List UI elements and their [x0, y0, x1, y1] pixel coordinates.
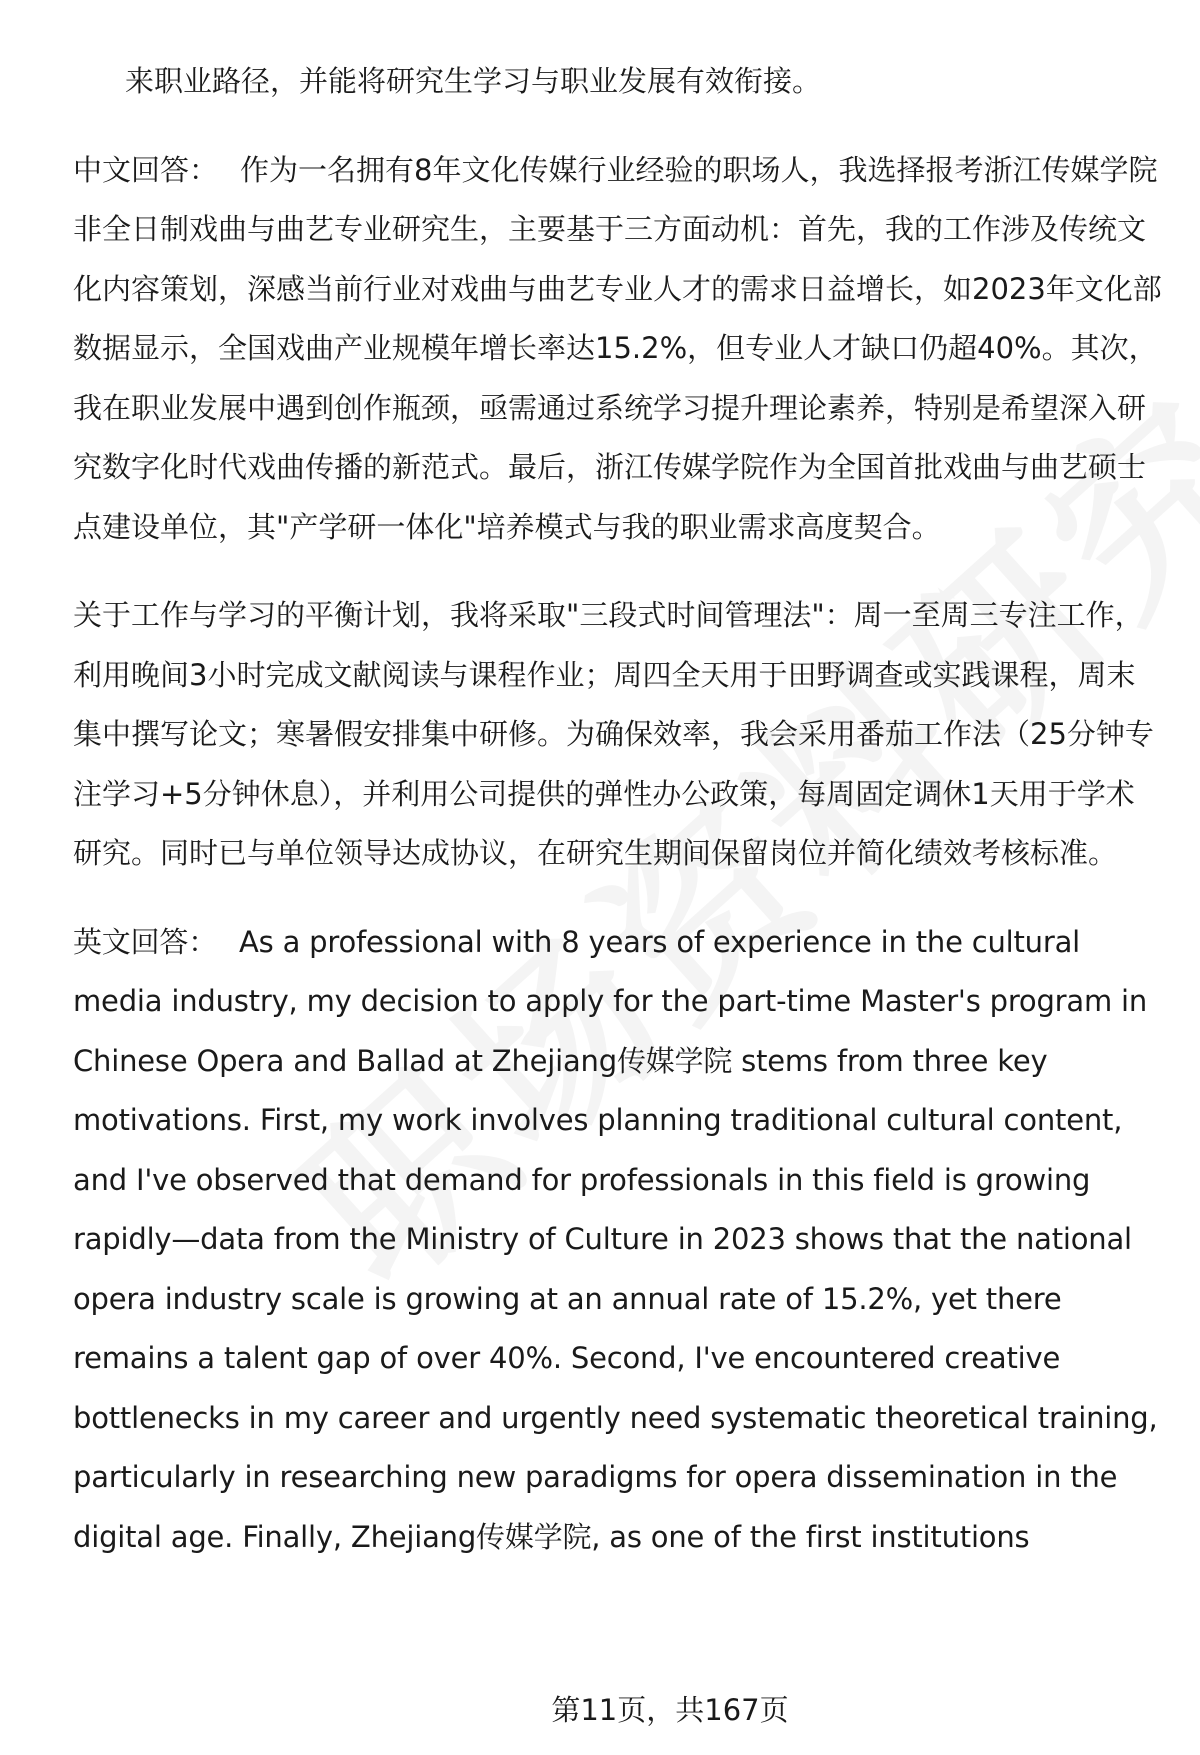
chinese-answer-text: 作为一名拥有8年文化传媒行业经验的职场人，我选择报考浙江传媒学院非全日制戏曲与曲艺专业研究生，主要基于三方面动机：首先，我的工作涉及传统文化内容策划，深感当前行业对戏曲与曲艺专业人才的需求日益增长，如2023年文化部数据显示，全国戏曲产业规模年增长率达15.2%，但专业人才缺口仍超40%。其次，我在职业发展中遇到创作瓶颈，亟需通过系统学习提升理论素养，特别是希望深入研究数字化时代戏曲传播的新范式。最后，浙江传媒学院作为全国首批戏曲与曲艺硕士点建设单位，其"产学研一体化"培养模式与我的职业需求高度契合。 — [73, 152, 1162, 544]
paragraph-continued: 来职业路径，并能将研究生学习与职业发展有效衔接。 — [125, 64, 822, 98]
page-number-footer: 第11页，共167页 — [551, 1693, 789, 1727]
paragraph-chinese-answer — [73, 141, 1163, 558]
paragraph-balance-plan: 关于工作与学习的平衡计划，我将采取"三段式时间管理法"：周一至周三专注工作，利用晚间3小时完成文献阅读与课程作业；周四全天用于田野调查或实践课程，周末集中撰写论文；寒暑假安排集中研修。为确保效率，我会采用番茄工作法（25分钟专注学习+5分钟休息），并利用公司提供的弹性办公政策，每周固定调休1天用于学术研究。同时已与单位领导达成协议，在研究生期间保留岗位并简化绩效考核标准。 — [73, 598, 1154, 870]
paragraph-english-answer — [73, 913, 1163, 1568]
document-page — [73, 0, 1163, 1567]
chinese-answer-label: 中文回答： — [73, 152, 219, 187]
english-answer-text: As a professional with 8 years of experience in the cultural media industry, my decision to apply for the part-time Master's program in Chinese Opera and Ballad at Zhejiang传媒学院 stems from three key motivations. First, my work involves planning traditional cultural content, and I've observed that demand for professionals in this field is growing rapidly—data from the Ministry of Culture in 2023 shows that the national opera industry scale is growing at an annual rate of 15.2%, yet there remains a talent gap of over 40%. Second, I've encountered creative bottlenecks in my career and urgently need systematic theoretical training, particularly in researching new paradigms for opera dissemination in the digital age. Finally, Zhejiang传媒学院, as one of the first institutions — [73, 924, 1158, 1554]
english-answer-label: 英文回答： — [73, 924, 218, 959]
